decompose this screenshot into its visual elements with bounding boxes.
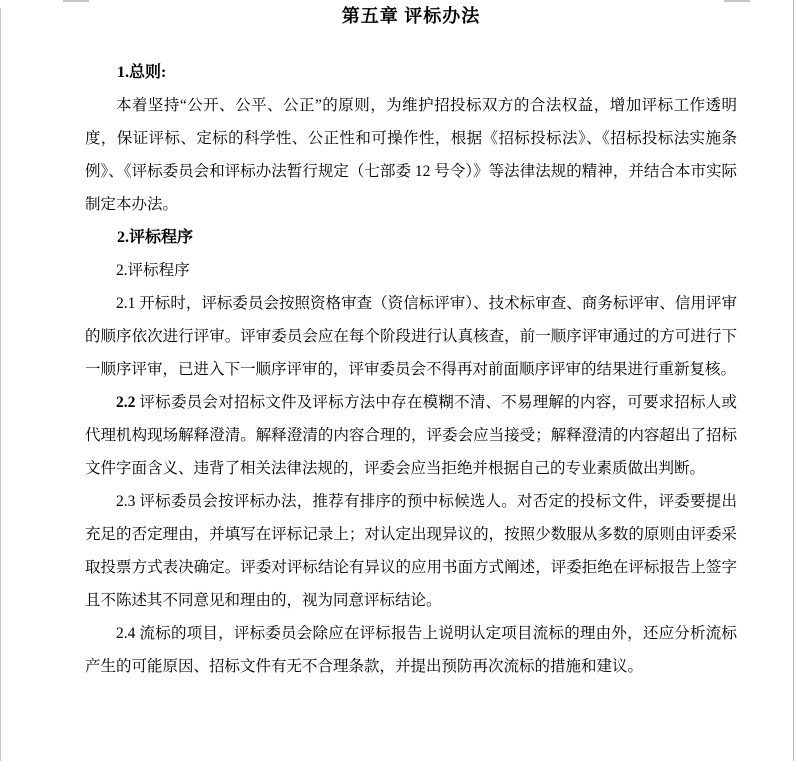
paragraph-general-rules: 本着坚持“公开、公平、公正”的原则，为维护招投标双方的合法权益，增加评标工作透明度，保证评标、定标的科学性、公正性和可操作性，根据《招标投标法》、《招标投标法实施条例》、《评标委员会和评标办法暂行规定（七部委 12 号令）》等法律法规的精神，并结合本市实际制定本办法。 — [85, 97, 737, 213]
clause-text-2-4: 流标的项目，评标委员会除应在评标报告上说明认定项目流标的理由外，还应分析流标产生的可能原因、招标文件有无不合理条款，并提出预防再次流标的措施和建议。 — [85, 625, 737, 675]
section-heading-general-rules: 1.总则: — [117, 64, 167, 81]
clause-text-2-2: 评标委员会对招标文件及评标方法中存在模糊不清、不易理解的内容，可要求招标人或代理机构现场解释澄清。解释澄清的内容合理的，评委会应当接受；解释澄清的内容超出了招标文件字面含义、违背了相关法律法规的，评委会应当拒绝并根据自己的专业素质做出判断。 — [85, 394, 737, 477]
paragraph-clause-2-4 — [85, 617, 737, 683]
subheading-evaluation-procedure: 2.评标程序 — [116, 262, 190, 279]
chapter-title: 第五章 评标办法 — [341, 6, 481, 26]
clause-text-2-1: 开标时，评标委员会按照资格审查（资信标评审）、技术标审查、商务标评审、信用评审的顺序依次进行评审。评审委员会应在每个阶段进行认真核查，前一顺序评审通过的方可进行下一顺序评审，已进入下一顺序评审的，评审委员会不得再对前面顺序评审的结果进行重新复核。 — [85, 295, 737, 378]
paragraph-clause-2-3 — [85, 485, 737, 617]
clause-number-2-2: 2.2 — [116, 394, 140, 411]
document-content — [85, 0, 737, 683]
document-body — [85, 56, 737, 683]
clause-number-2-3: 2.3 — [116, 493, 140, 510]
clause-text-2-3: 评标委员会按评标办法，推荐有排序的预中标候选人。对否定的投标文件，评委要提出充足的否定理由，并填写在评标记录上；对认定出现异议的，按照少数服从多数的原则由评委采取投票方式表决确定。评委对评标结论有异议的应用书面方式阐述，评委拒绝在评标报告上签字且不陈述其不同意见和理由的，视为同意评标结论。 — [85, 493, 737, 609]
section-heading-evaluation-procedure: 2.评标程序 — [117, 229, 194, 246]
page-left-border — [0, 8, 1, 761]
clause-number-2-1: 2.1 — [116, 295, 140, 312]
clause-number-2-4: 2.4 — [116, 625, 140, 642]
paragraph-clause-2-1 — [85, 287, 737, 386]
paragraph-clause-2-2 — [85, 386, 737, 485]
page-right-border — [793, 0, 794, 761]
